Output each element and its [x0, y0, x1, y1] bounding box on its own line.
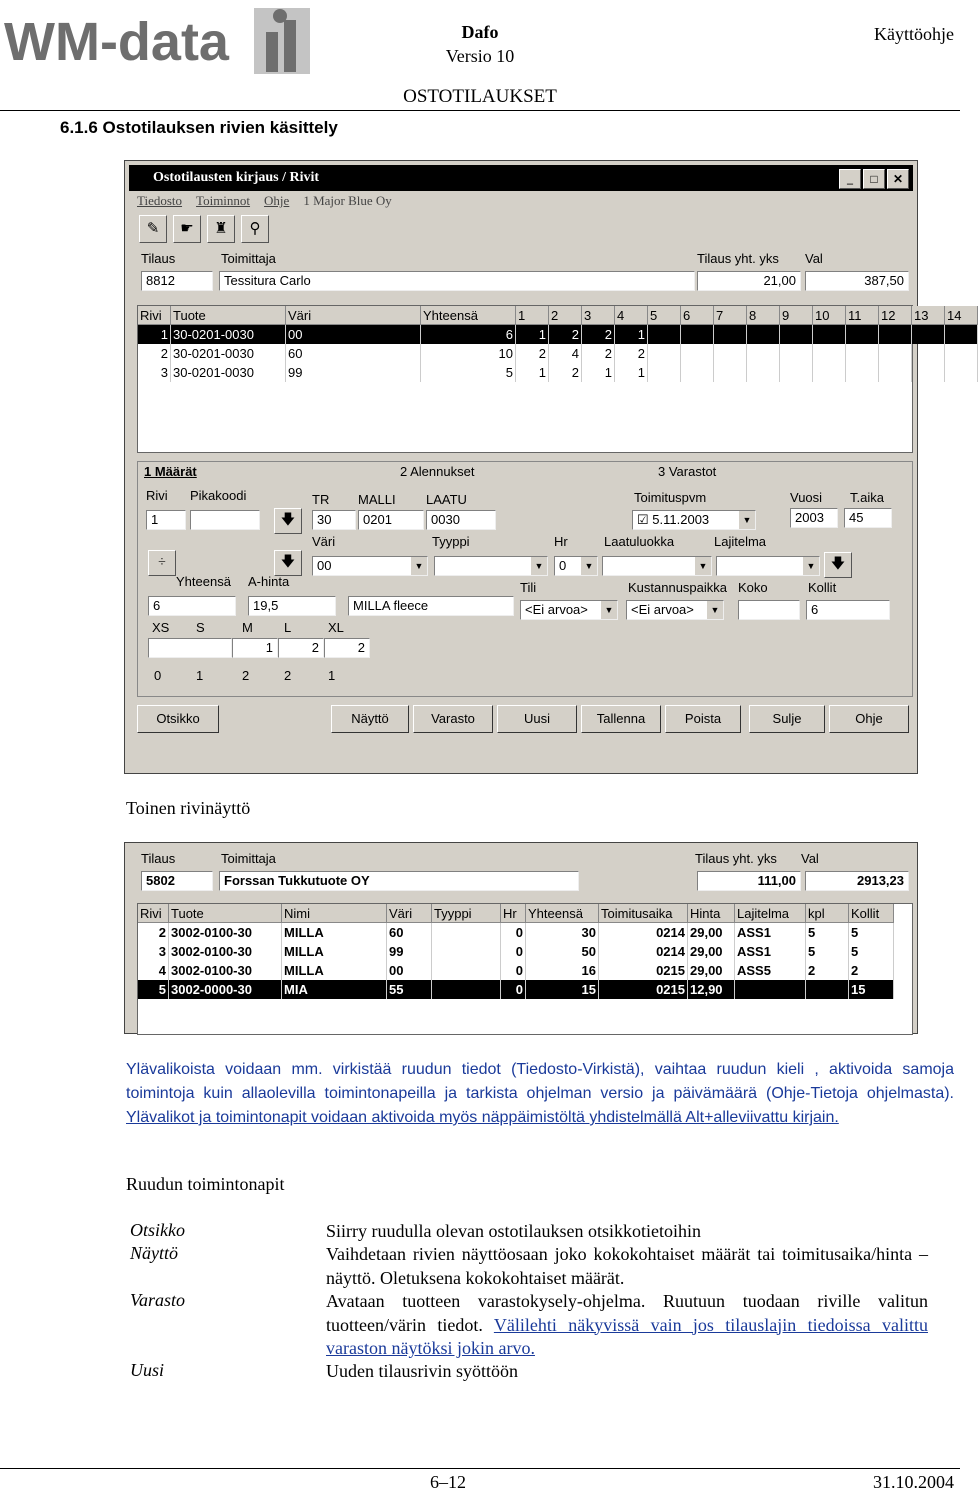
- menu-tiedosto[interactable]: Tiedosto: [137, 193, 183, 208]
- close-icon[interactable]: ✕: [887, 169, 909, 189]
- laatu-field[interactable]: 0030: [426, 510, 496, 530]
- grid1-col-header[interactable]: 8: [747, 306, 780, 325]
- down-arrow-icon[interactable]: 🡇: [274, 508, 302, 534]
- total-label: Tilaus yht. yks: [697, 251, 779, 266]
- table-row[interactable]: [138, 363, 978, 382]
- section-title: 6.1.6 Ostotilauksen rivien käsittely: [60, 118, 338, 137]
- grid1-col-header[interactable]: 4: [615, 306, 648, 325]
- table-cell: 2: [549, 363, 582, 382]
- dropdown-icon[interactable]: ▼: [411, 557, 427, 575]
- ahinta-field[interactable]: 19,5: [248, 596, 336, 616]
- vari-label: Väri: [312, 534, 336, 549]
- toimituspvm-field[interactable]: ☑ 5.11.2003 ▼: [632, 510, 756, 530]
- table-cell: 60: [286, 344, 421, 363]
- table-cell: ASS5: [735, 961, 806, 980]
- grid2-col-header[interactable]: Kollit: [849, 904, 894, 923]
- tyyppi-label: Tyyppi: [432, 534, 470, 549]
- def-term-naytto: Näyttö: [130, 1243, 178, 1263]
- table-cell: 5: [806, 923, 849, 943]
- table-cell: [681, 344, 714, 363]
- size-total-xl: 1: [328, 668, 336, 683]
- table-cell: ASS1: [735, 923, 806, 943]
- table-cell: 10: [421, 344, 516, 363]
- kustannuspaikka-value: <Ei arvoa>: [631, 602, 694, 617]
- def-desc-uusi: Uuden tilausrivin syöttöön: [326, 1361, 518, 1381]
- window-titlebar: [129, 165, 913, 191]
- dropdown-icon[interactable]: ▼: [707, 601, 723, 619]
- table-cell: 1: [615, 325, 648, 345]
- note-icon[interactable]: ✎: [139, 215, 167, 243]
- size-total-m: 2: [242, 668, 250, 683]
- divide-icon[interactable]: ÷: [148, 550, 176, 576]
- size-cell-m[interactable]: 2: [278, 638, 324, 658]
- table-cell: 12,90: [688, 980, 735, 999]
- grid2-col-header[interactable]: Tuote: [169, 904, 282, 923]
- table-cell: 30-0201-0030: [171, 325, 286, 345]
- grid1-col-header[interactable]: 10: [813, 306, 846, 325]
- grid1-col-header[interactable]: Tuote: [171, 306, 286, 325]
- table-cell: 5: [138, 980, 169, 999]
- tab-alennukset[interactable]: 2 Alennukset: [400, 464, 475, 479]
- tab-panel: [137, 461, 913, 697]
- table-cell: 15: [526, 980, 599, 999]
- dropdown-icon[interactable]: ▼: [739, 511, 755, 529]
- table-row[interactable]: [138, 344, 978, 363]
- table-row[interactable]: [138, 980, 894, 999]
- grid2-col-header[interactable]: Hinta: [688, 904, 735, 923]
- page-number: 6–12: [430, 1472, 466, 1492]
- hr-value: 0: [559, 558, 567, 573]
- size-total-l: 2: [284, 668, 292, 683]
- minimize-icon[interactable]: _: [839, 169, 861, 189]
- table-cell: MILLA: [282, 923, 387, 943]
- table-cell: [945, 363, 978, 382]
- rivi-label: Rivi: [146, 488, 168, 503]
- total-label-2: Tilaus yht. yks: [695, 851, 777, 866]
- table-cell: 6: [421, 325, 516, 345]
- table-cell: [780, 363, 813, 382]
- table-cell: ASS1: [735, 942, 806, 961]
- rows-table-2: [138, 904, 894, 999]
- def-desc-varasto-link: Välilehti näkyvissä vain jos tilauslajin tiedoissa valittu varaston näytöksi jokin arvo.: [326, 1314, 928, 1358]
- table-cell: [648, 344, 681, 363]
- table-row[interactable]: [138, 961, 894, 980]
- down-arrow-icon-3[interactable]: 🡇: [824, 552, 852, 578]
- grid1-col-header[interactable]: 1: [516, 306, 549, 325]
- koko-label: Koko: [738, 580, 768, 595]
- size-header-xs: XS: [152, 620, 170, 635]
- grid1-col-header[interactable]: 5: [648, 306, 681, 325]
- rows-grid: [137, 305, 962, 453]
- table-cell: [735, 980, 806, 999]
- rows-table: [138, 306, 978, 382]
- menu-company[interactable]: 1 Major Blue Oy: [303, 193, 392, 208]
- grid1-col-header[interactable]: 9: [780, 306, 813, 325]
- table-cell: 0: [501, 961, 526, 980]
- val-label-2: Val: [801, 851, 819, 866]
- table-row[interactable]: [138, 942, 894, 961]
- table-row[interactable]: [138, 923, 894, 943]
- table-cell: [912, 325, 945, 345]
- table-cell: [648, 325, 681, 345]
- koko-field[interactable]: [738, 600, 800, 620]
- menu-info-paragraph: [126, 1058, 954, 1130]
- naytto-button[interactable]: Näyttö: [331, 705, 409, 733]
- grid1-col-header[interactable]: 2: [549, 306, 582, 325]
- table-cell: 0: [501, 923, 526, 943]
- window-title: Ostotilausten kirjaus / Rivit: [153, 170, 320, 185]
- lajitelma-label: Lajitelma: [714, 534, 767, 549]
- tallenna-button[interactable]: Tallenna: [581, 705, 661, 733]
- paragraph-part1: Ylävalikoista voidaan mm. virkistää ruudun tiedot (Tiedosto-Virkistä), vaihtaa ruudun kieli , aktivoida samoja toimintoja kuin allaolevilla toimintonapeilla ja tarkista ohjelman versio ja päivämäärä (Ohje-Tietoja ohjelmasta).: [126, 1061, 954, 1102]
- tilaus-label: Tilaus: [141, 251, 176, 266]
- table-row[interactable]: [138, 325, 978, 345]
- grid1-col-header[interactable]: 13: [912, 306, 945, 325]
- grid2-col-header[interactable]: Rivi: [138, 904, 169, 923]
- header-subtitle: OSTOTILAUKSET: [403, 86, 557, 107]
- kustannuspaikka-label: Kustannuspaikka: [628, 580, 728, 595]
- ahinta-label: A-hinta: [248, 574, 290, 589]
- tr-field[interactable]: 30: [312, 510, 356, 530]
- sulje-button[interactable]: Sulje: [749, 705, 825, 733]
- table-cell: 15: [849, 980, 894, 999]
- taika-field[interactable]: 45: [844, 508, 892, 528]
- table-cell: [747, 344, 780, 363]
- vuosi-label: Vuosi: [790, 490, 823, 505]
- grid1-col-header[interactable]: Rivi: [138, 306, 171, 325]
- def-desc-varasto: [326, 1290, 928, 1361]
- table-cell: [846, 344, 879, 363]
- table-cell: 2: [516, 344, 549, 363]
- header-doc-type: Käyttöohje: [874, 24, 954, 44]
- table-cell: 29,00: [688, 942, 735, 961]
- table-cell: [912, 344, 945, 363]
- lajitelma-field[interactable]: [716, 556, 820, 576]
- table-cell: 99: [286, 363, 421, 382]
- purchase-order-rows-window: [124, 160, 962, 774]
- table-cell: 2: [806, 961, 849, 980]
- grid1-col-header[interactable]: Yhteensä: [421, 306, 516, 325]
- def-term-uusi: Uusi: [130, 1360, 165, 1380]
- rivi-field[interactable]: 1: [146, 510, 186, 530]
- tili-field[interactable]: [520, 600, 618, 620]
- grid1-col-header[interactable]: Väri: [286, 306, 421, 325]
- dropdown-icon[interactable]: ▼: [531, 557, 547, 575]
- tab-maarat[interactable]: 1 Määrät: [144, 464, 197, 479]
- poista-button[interactable]: Poista: [665, 705, 741, 733]
- def-desc-varasto-text: Avataan tuotteen varastokysely-ohjelma. Ruutuun tuodaan riville valitun tuotteen/värin tiedot.: [326, 1291, 928, 1335]
- grid2-col-header[interactable]: Nimi: [282, 904, 387, 923]
- table-cell: MIA: [282, 980, 387, 999]
- taika-label: T.aika: [850, 490, 884, 505]
- vari-value: 00: [317, 558, 332, 573]
- yhteensa-field[interactable]: 6: [148, 596, 236, 616]
- table-cell: [714, 325, 747, 345]
- kustannuspaikka-field[interactable]: [626, 600, 724, 620]
- table-cell: 0: [501, 942, 526, 961]
- chef-icon[interactable]: ♜: [207, 215, 235, 243]
- table-cell: [780, 325, 813, 345]
- total-field[interactable]: 21,00: [697, 271, 801, 291]
- otsikko-button[interactable]: Otsikko: [137, 705, 219, 733]
- grid2-col-header[interactable]: Hr: [501, 904, 526, 923]
- table-cell: 1: [138, 325, 171, 345]
- table-cell: 30-0201-0030: [171, 344, 286, 363]
- table-cell: 0215: [599, 961, 688, 980]
- uusi-button[interactable]: Uusi: [497, 705, 577, 733]
- pikakoodi-label: Pikakoodi: [190, 488, 247, 503]
- grid1-col-header[interactable]: 7: [714, 306, 747, 325]
- wm-data-logo: [4, 2, 316, 80]
- val-label: Val: [805, 251, 823, 266]
- table-cell: 3002-0100-30: [169, 923, 282, 943]
- total-field-2[interactable]: 111,00: [697, 871, 801, 891]
- table-cell: 3: [138, 363, 171, 382]
- footer-date: 31.10.2004: [873, 1472, 954, 1492]
- grid1-col-header[interactable]: 6: [681, 306, 714, 325]
- toimituspvm-value: 5.11.2003: [652, 512, 710, 527]
- grid2-col-header[interactable]: Väri: [387, 904, 432, 923]
- down-arrow-icon-2[interactable]: 🡇: [274, 550, 302, 576]
- footer-rule: [0, 1468, 960, 1469]
- table-cell: 0214: [599, 923, 688, 943]
- table-cell: 1: [582, 363, 615, 382]
- laatuluokka-field[interactable]: [602, 556, 712, 576]
- grid1-col-header[interactable]: 3: [582, 306, 615, 325]
- dropdown-icon[interactable]: ▼: [601, 601, 617, 619]
- kollit-label: Kollit: [808, 580, 837, 595]
- table-cell: 5: [849, 942, 894, 961]
- header-rule: [0, 110, 960, 111]
- table-cell: [780, 344, 813, 363]
- def-desc-otsikko: Siirry ruudulla olevan ostotilauksen otsikkotietoihin: [326, 1221, 701, 1241]
- table-cell: 1: [615, 363, 648, 382]
- grid1-col-header[interactable]: 11: [846, 306, 879, 325]
- binoculars-icon[interactable]: ⚲: [241, 215, 269, 243]
- table-cell: [846, 325, 879, 345]
- table-cell: 99: [387, 942, 432, 961]
- size-header-l: L: [284, 620, 292, 635]
- table-cell: 0: [501, 980, 526, 999]
- menu-ohje[interactable]: Ohje: [264, 193, 290, 208]
- table-cell: 29,00: [688, 923, 735, 943]
- table-cell: [432, 961, 501, 980]
- pikakoodi-field[interactable]: [190, 510, 260, 530]
- size-header-xl: XL: [328, 620, 344, 635]
- table-cell: 4: [138, 961, 169, 980]
- table-cell: 1: [516, 363, 549, 382]
- malli-label: MALLI: [358, 492, 396, 507]
- button-row: [137, 705, 913, 735]
- table-cell: 3002-0100-30: [169, 942, 282, 961]
- table-cell: 55: [387, 980, 432, 999]
- tr-label: TR: [312, 492, 330, 507]
- table-cell: [681, 363, 714, 382]
- rows-grid-2: [137, 903, 913, 1035]
- table-cell: 30-0201-0030: [171, 363, 286, 382]
- table-cell: 4: [549, 344, 582, 363]
- table-cell: 29,00: [688, 961, 735, 980]
- table-cell: 2: [138, 923, 169, 943]
- menu-bar: [137, 193, 392, 209]
- table-cell: 50: [526, 942, 599, 961]
- size-cell-xs[interactable]: [148, 638, 232, 658]
- grid2-col-header[interactable]: kpl: [806, 904, 849, 923]
- size-cell-s[interactable]: 1: [232, 638, 278, 658]
- table-cell: [681, 325, 714, 345]
- size-total-xs: 0: [154, 668, 162, 683]
- logo-text: WM-data: [4, 12, 229, 72]
- tilaus-field-2[interactable]: 5802: [141, 871, 213, 891]
- def-desc-naytto: Vaihdetaan rivien näyttöosaan joko kokokohtaiset määrät tai toimitusaika/hinta –näyttö. Oletuksena kokokohtaiset määrät.: [326, 1244, 928, 1288]
- hr-field[interactable]: [554, 556, 598, 576]
- grid2-col-header[interactable]: Toimitusaika: [599, 904, 688, 923]
- table-cell: 2: [615, 344, 648, 363]
- maximize-icon[interactable]: □: [863, 169, 885, 189]
- table-cell: 30: [526, 923, 599, 943]
- table-cell: [432, 980, 501, 999]
- toimittaja-field-2[interactable]: Forssan Tukkutuote OY: [219, 871, 579, 891]
- table-cell: 3002-0100-30: [169, 961, 282, 980]
- size-cell-l[interactable]: 2: [324, 638, 370, 658]
- table-cell: MILLA: [282, 942, 387, 961]
- table-cell: 2: [582, 325, 615, 345]
- size-header-m: M: [242, 620, 253, 635]
- table-cell: 00: [286, 325, 421, 345]
- laatuluokka-label: Laatuluokka: [604, 534, 675, 549]
- menu-toiminnot[interactable]: Toiminnot: [196, 193, 251, 208]
- tilaus-field[interactable]: 8812: [141, 271, 213, 291]
- table-cell: [432, 923, 501, 943]
- yhteensa-label: Yhteensä: [176, 574, 231, 589]
- dropdown-icon[interactable]: ▼: [803, 557, 819, 575]
- tilaus-label-2: Tilaus: [141, 851, 176, 866]
- grid2-col-header[interactable]: Lajitelma: [735, 904, 806, 923]
- second-row-view-window: [124, 842, 918, 1034]
- table-cell: 1: [516, 325, 549, 345]
- ohje-button[interactable]: Ohje: [829, 705, 909, 733]
- table-cell: [714, 344, 747, 363]
- hr-label: Hr: [554, 534, 568, 549]
- table-cell: 16: [526, 961, 599, 980]
- table-cell: 5: [806, 942, 849, 961]
- table-cell: 00: [387, 961, 432, 980]
- header-version: Versio 10: [445, 46, 515, 66]
- header-title: Dafo: [461, 22, 499, 42]
- kollit-field[interactable]: 6: [806, 600, 890, 620]
- size-header-s: S: [196, 620, 205, 635]
- grid2-col-header[interactable]: Tyyppi: [432, 904, 501, 923]
- table-cell: 0214: [599, 942, 688, 961]
- hand-icon[interactable]: ☛: [173, 215, 201, 243]
- table-cell: 3002-0000-30: [169, 980, 282, 999]
- def-term-otsikko: Otsikko: [130, 1220, 185, 1240]
- table-cell: 2: [138, 344, 171, 363]
- dropdown-icon[interactable]: ▼: [695, 557, 711, 575]
- toimituspvm-label: Toimituspvm: [634, 490, 707, 505]
- toimittaja-label-2: Toimittaja: [221, 851, 276, 866]
- table-cell: [747, 363, 780, 382]
- grid1-col-header[interactable]: 14: [945, 306, 978, 325]
- toimittaja-field[interactable]: Tessitura Carlo: [219, 271, 695, 291]
- tili-label: Tili: [520, 580, 537, 595]
- table-cell: [879, 363, 912, 382]
- table-cell: 3: [138, 942, 169, 961]
- val-field-2[interactable]: 2913,23: [805, 871, 909, 891]
- table-cell: 5: [849, 923, 894, 943]
- def-term-varasto: Varasto: [130, 1290, 186, 1310]
- table-cell: [813, 325, 846, 345]
- toimittaja-label: Toimittaja: [221, 251, 276, 266]
- table-cell: 2: [582, 344, 615, 363]
- dropdown-icon[interactable]: ▼: [581, 557, 597, 575]
- table-cell: 5: [421, 363, 516, 382]
- table-cell: [846, 363, 879, 382]
- table-cell: [648, 363, 681, 382]
- table-cell: [806, 980, 849, 999]
- table-cell: [714, 363, 747, 382]
- toolbar: [139, 215, 269, 243]
- laatu-label: LAATU: [426, 492, 467, 507]
- table-cell: [747, 325, 780, 345]
- tili-value: <Ei arvoa>: [525, 602, 588, 617]
- second-view-caption: Toinen rivinäyttö: [126, 798, 251, 818]
- table-cell: 0215: [599, 980, 688, 999]
- table-cell: 60: [387, 923, 432, 943]
- table-cell: MILLA: [282, 961, 387, 980]
- table-cell: [879, 344, 912, 363]
- varasto-button[interactable]: Varasto: [413, 705, 493, 733]
- vari-field[interactable]: [312, 556, 428, 576]
- table-cell: [945, 344, 978, 363]
- vuosi-field[interactable]: 2003: [790, 508, 838, 528]
- table-cell: 2: [549, 325, 582, 345]
- product-name-field[interactable]: MILLA fleece: [348, 596, 514, 616]
- table-cell: [813, 363, 846, 382]
- buttons-heading: Ruudun toimintonapit: [126, 1174, 285, 1194]
- paragraph-part2: Ylävalikot ja toimintonapit voidaan aktivoida myös näppäimistöltä yhdistelmällä Alt+alleviivattu kirjain.: [126, 1109, 839, 1126]
- table-cell: [813, 344, 846, 363]
- table-cell: 2: [849, 961, 894, 980]
- table-cell: [879, 325, 912, 345]
- size-total-s: 1: [196, 668, 204, 683]
- val-field[interactable]: 387,50: [805, 271, 909, 291]
- grid2-col-header[interactable]: Yhteensä: [526, 904, 599, 923]
- table-cell: [945, 325, 978, 345]
- grid1-col-header[interactable]: 12: [879, 306, 912, 325]
- tyyppi-field[interactable]: [434, 556, 548, 576]
- table-cell: [432, 942, 501, 961]
- malli-field[interactable]: 0201: [358, 510, 424, 530]
- tab-varastot[interactable]: 3 Varastot: [658, 464, 717, 479]
- table-cell: [912, 363, 945, 382]
